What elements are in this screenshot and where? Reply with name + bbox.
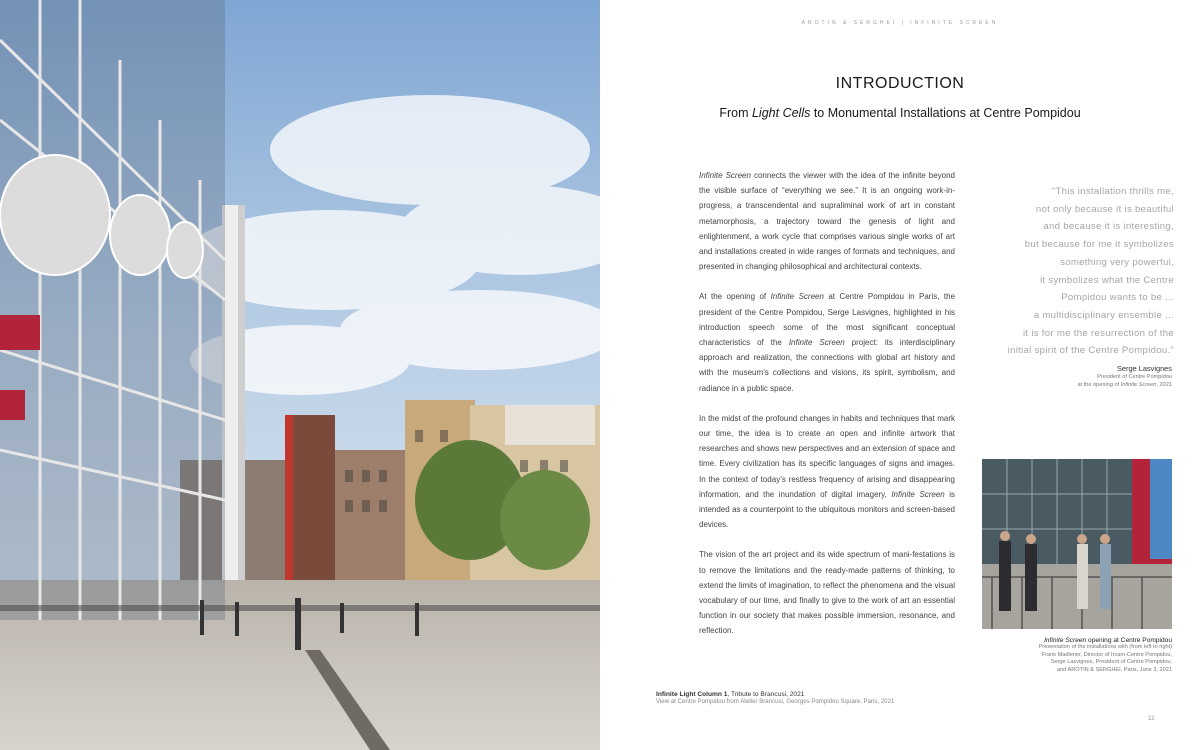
quote-line: initial spirit of the Centre Pompidou.” xyxy=(1007,345,1174,357)
caption-title-rest: opening at Centre Pompidou xyxy=(1086,637,1172,644)
subtitle-post: to Monumental Installations at Centre Pompidou xyxy=(810,106,1081,120)
left-caption-line: View at Centre Pompidou from Atelier Brancusi, Georges Pompidou Square, Paris, 2021 xyxy=(656,698,895,705)
quote-line: a multidisciplinary ensemble ... xyxy=(1033,309,1174,321)
quote-role2-pre: at the opening of xyxy=(1077,381,1121,388)
caption-line: and AROTIN & SERGHEI, Paris, June 3, 2021 xyxy=(1056,666,1172,673)
p2-c: project: its interdisciplinary approach and realization, the connections with global art history and with the museum’s collections and visions, its spirit, symbolism, and radiance in a public space. xyxy=(699,338,955,393)
p2-italic2: Infinite Screen xyxy=(788,338,845,348)
page-title: INTRODUCTION xyxy=(835,75,965,92)
quote-line: but because for me it symbolizes xyxy=(1024,239,1174,251)
paragraph-4: The vision of the art project and its wide spectrum of mani-festations is to remove the limitations and the ready-made patterns of thinking, to extend the limits of imagination, to reflect the phenomena and the visual vocabulary of our time, and finally to give to the work of art an essential function in our society that makes possible immersion, resonance, and reflection. xyxy=(699,550,955,636)
p1-text: connects the viewer with the idea of the infinite beyond the visible surface of “everything we see.” It is an ongoing work-in-progress, a transcendental and supraliminal work of art in constant metamorphosis, a trajectory toward the genesis of light and enlightenment, a work cycle that comprises various single works of art and installations created in wide ranges of formats and techniques, and presented in changing philosophical and architectural contexts. xyxy=(699,171,955,272)
quote-line: it is for me the resurrection of the xyxy=(1022,327,1174,339)
caption-title xyxy=(992,637,1172,644)
paragraph-2 xyxy=(699,289,955,395)
p3-a: In the midst of the profound changes in habits and techniques that mark our time, the idea is to create an open and infinite artwork that researches and shows new perspectives and an extension of space and time. Every civilization has its specific languages of signs and images. In the context of today’s restless frequency of arising and disappearing information, and the inundation of digital imagery, xyxy=(699,413,955,499)
paragraph-1 xyxy=(699,168,955,274)
quote-line: something very powerful, xyxy=(1060,256,1174,268)
subtitle-italic: Light Cells xyxy=(751,106,811,120)
caption-title-italic: Infinite Screen xyxy=(1044,637,1087,644)
paragraph-3 xyxy=(699,411,955,533)
opening-photo-caption xyxy=(992,637,1172,674)
quote-role: President of Centre Pompidou xyxy=(1097,374,1172,380)
left-caption-bold: Infinite Light Column 1 xyxy=(656,691,728,698)
caption-line: Frank Madlener, Director of Ircam-Centre Pompidou, xyxy=(1041,651,1172,658)
left-caption-rest: , Tribute to Brancusi, 2021 xyxy=(727,691,805,698)
quote-author: Serge Lasvignes xyxy=(1116,364,1172,373)
text-page xyxy=(600,0,1200,750)
subtitle-pre: From xyxy=(719,106,752,120)
page-subtitle xyxy=(600,106,1200,120)
quote-line: not only because it is beautiful xyxy=(1035,203,1174,215)
running-header: AROTIN & SERGHEI | INFINITE SCREEN xyxy=(801,20,999,26)
page-number: 11 xyxy=(1148,715,1155,722)
quote-role2-post: , 2021 xyxy=(1156,381,1172,388)
p1-lead: Infinite Screen xyxy=(699,171,751,180)
quote-line: “This installation thrills me, xyxy=(1051,186,1174,197)
quote-role2-italic: Infinite Screen xyxy=(1120,381,1157,388)
left-photo-caption xyxy=(656,691,976,705)
body-text xyxy=(699,168,955,654)
quote-context xyxy=(992,382,1172,390)
p3-italic: Infinite Screen xyxy=(891,489,945,499)
opening-photo xyxy=(982,459,1172,629)
left-caption-title xyxy=(656,691,976,698)
p2-b: at Centre Pompidou in Paris, the president of the Centre Pompidou, Serge Lasvignes, highlighted in his introduction speech some of the most significant conceptual characteristics of the xyxy=(699,292,956,348)
quote-line: Pompidou wants to be ... xyxy=(1061,292,1174,304)
pull-quote xyxy=(992,183,1174,360)
quote-attribution xyxy=(992,364,1172,389)
p2-a: At the opening of xyxy=(699,292,771,302)
caption-line: Presentation of the installations with (from left to right) xyxy=(1038,644,1172,650)
quote-line: it symbolizes what the Centre xyxy=(1039,274,1174,286)
quote-line: and because it is interesting, xyxy=(1043,221,1174,233)
caption-line: Serge Lasvignes, President of Centre Pompidou, xyxy=(1050,659,1172,666)
p3-b: is intended as a counterpoint to the ubiquitous monitors and screen-based devices. xyxy=(699,489,956,530)
p2-italic1: Infinite Screen xyxy=(770,292,824,302)
